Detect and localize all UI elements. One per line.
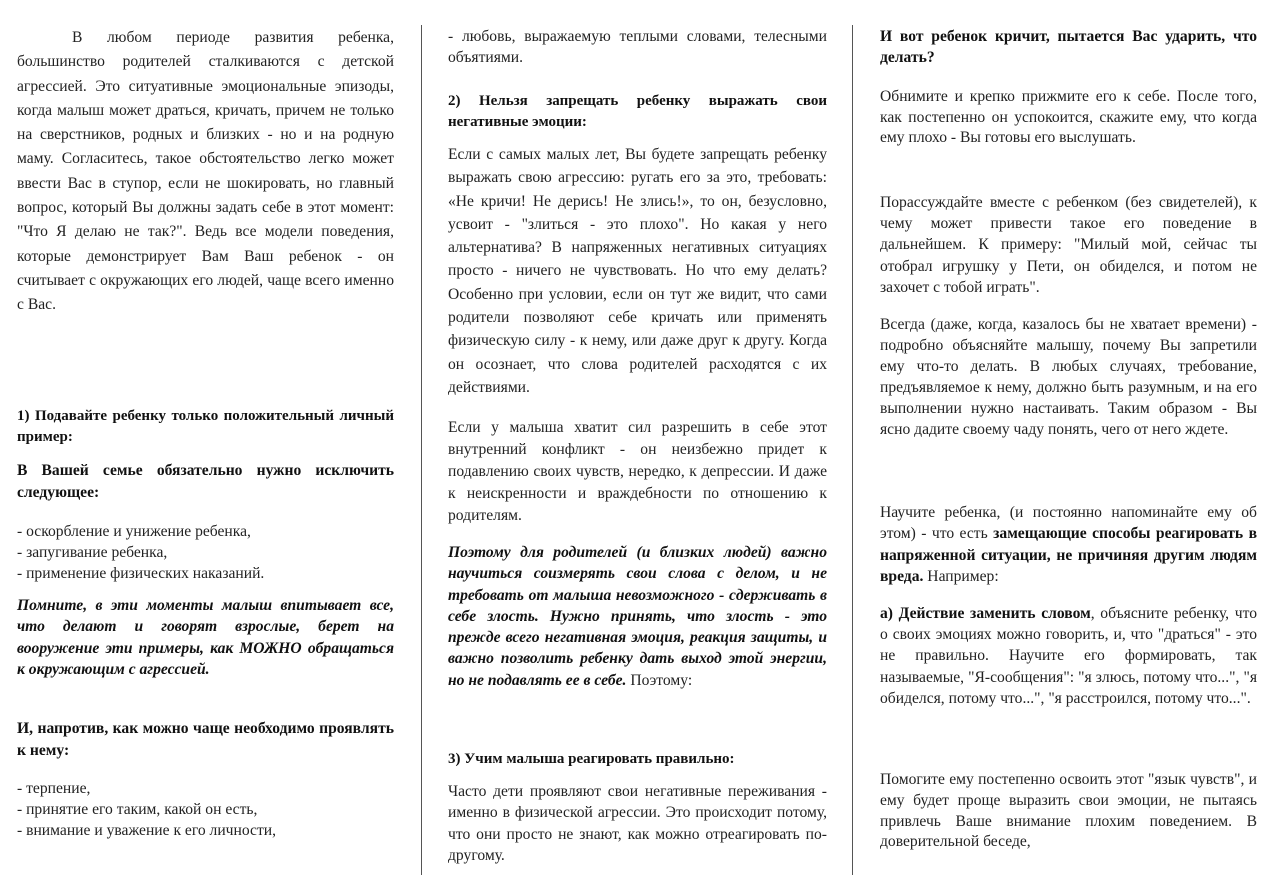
paragraph <box>880 603 1257 709</box>
paragraph: Часто дети проявляют свои негативные переживания - именно в физической агрессии. Это происходит потому, что они просто не знают, как можно отреагировать по-другому. <box>448 783 827 864</box>
italic-text: Поэтому для родителей (и близких людей) важно научиться соизмерять свои слова с делом, и не требовать от малыша невозможного - сдерживать в себе злость. Нужно принять, что злость - это прежде всего негативная эмоция, реакция защиты, и важно позволить ребенку дать выход этой энергии, но не подавлять ее в себе. <box>448 544 827 689</box>
paragraph: Всегда (даже, когда, казалось бы не хватает времени) - подробно объясняйте малышу, почему Вы запретили ему что-то делать. В любых случаях, требование, предъявляемое к нему, должно быть разумным, и на его выполнении нужно настаивать. Таким образом - Вы ясно дадите своему чаду понять, чего от него ждете. <box>880 316 1257 438</box>
text: Научите ребенка, (и постоянно напоминайте ему об этом) - что есть <box>880 504 1257 543</box>
list-item: - оскорбление и унижение ребенка, <box>17 523 251 540</box>
exclude-list <box>17 521 394 584</box>
column-1 <box>17 0 394 895</box>
section-heading-1: 1) Подавайте ребенку только положительный личный пример: <box>17 408 394 446</box>
italic-tail: Поэтому: <box>626 671 693 689</box>
list-item: - запугивание ребенка, <box>17 544 168 561</box>
section-heading-2: 2) Нельзя запрещать ребенку выражать свои негативные эмоции: <box>448 93 827 130</box>
paragraph: Порассуждайте вместе с ребенком (без свидетелей), к чему может привести такое его поведение в дальнейшем. К примеру: "Милый мой, сейчас ты отобрал игрушку у Пети, он обиделся, и потом не захочет с тобой играть". <box>880 194 1257 296</box>
paragraph <box>880 502 1257 587</box>
bold-text: замещающие способы реагировать в напряженной ситуации, не причиняя другим людям вреда. <box>880 525 1257 585</box>
continued-list-item: - любовь, выражаемую теплыми словами, телесными объятиями. <box>448 28 827 66</box>
italic-paragraph <box>448 542 827 691</box>
list-item: - применение физических наказаний. <box>17 565 265 582</box>
paragraph: Обнимите и крепко прижмите его к себе. После того, как постепенно он успокоится, скажите ему, что когда ему плохо - Вы готовы его выслушать. <box>880 88 1257 146</box>
column-divider <box>852 25 853 875</box>
list-item: - внимание и уважение к его личности, <box>17 822 277 839</box>
text: , объясните ребенку, что о своих эмоциях можно говорить, и, что "драться" - это не правильно. Научите его формировать, так называемые, "Я-сообщения": "я злюсь, потому что...", "я обиделся, потому что...", "я расстроился, потому что...". <box>880 605 1257 707</box>
paragraph: Помогите ему постепенно освоить этот "язык чувств", и ему будет проще выразить свои эмоции, не пытаясь привлечь Ваше внимание плохим поведением. В доверительной беседе, <box>880 771 1257 851</box>
exclude-heading: В Вашей семье обязательно нужно исключить следующее: <box>17 462 394 501</box>
section-heading-3: 3) Учим малыша реагировать правильно: <box>448 751 735 767</box>
list-item: - принятие его таким, какой он есть, <box>17 801 258 818</box>
column-3 <box>880 0 1257 895</box>
paragraph: Если у малыша хватит сил разрешить в себе этот внутренний конфликт - он неизбежно придет к подавлению своих чувств, нередко, к депрессии. И даже к неискренности и враждебности по отношению к родителям. <box>448 419 827 524</box>
question-heading: И вот ребенок кричит, пытается Вас ударить, что делать? <box>880 28 1257 66</box>
show-list <box>17 778 394 841</box>
bold-text: а) Действие заменить словом <box>880 605 1091 622</box>
list-item: - терпение, <box>17 780 91 797</box>
paragraph: Если с самых малых лет, Вы будете запрещать ребенку выражать свою агрессию: ругать его за это, требовать: «Не кричи! Не дерись! Не злись!», то он, безусловно, усвоит - "злиться - это плохо". Но какая у него альтернатива? В напряженных негативных ситуациях просто - ничего не чувствовать. Но что ему делать? Особенно при условии, если он тут же видит, что сами родители позволяют себе кричать или применять физическую силу - к нему, или даже друг к другу. Когда он осознает, что слова родителей расходятся с их действиями. <box>448 146 827 396</box>
text: Например: <box>923 567 999 585</box>
remember-paragraph: Помните, в эти моменты малыш впитывает все, что делают и говорят взрослые, берет на вооружение эти примеры, как МОЖНО обращаться к окружающим с агрессией. <box>17 597 394 678</box>
column-divider <box>421 25 422 875</box>
intro-paragraph: В любом периоде развития ребенка, большинство родителей сталкиваются с детской агрессией. Это ситуативные эмоциональные эпизоды, когда малыш может драться, кричать, причем не только на сверстников, родных и близких - но и на родную маму. Согласитесь, такое обстоятельство легко может ввести Вас в ступор, если не шокировать, но главный вопрос, который Вы должны задать себе в этот момент: "Что Я делаю не так?". Ведь все модели поведения, которые демонстрирует Вам Ваш ребенок - он считывает с окружающих его людей, чаще всего именно с Вас. <box>17 29 394 314</box>
column-2 <box>448 0 827 895</box>
show-heading: И, напротив, как можно чаще необходимо проявлять к нему: <box>17 720 394 759</box>
